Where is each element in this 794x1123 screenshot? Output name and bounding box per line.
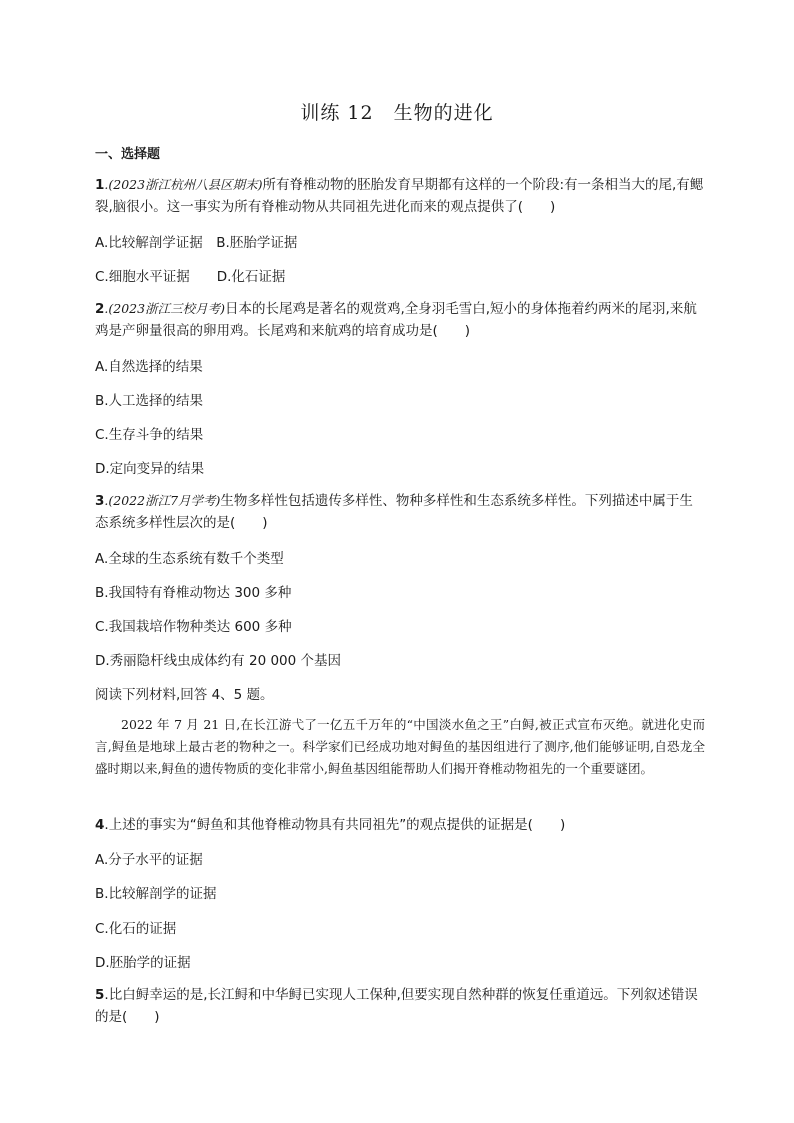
question-2 [95, 298, 705, 342]
question-text: .上述的事实为“鲟鱼和其他脊椎动物具有共同祖先”的观点提供的证据是( ) [104, 817, 566, 833]
question-1 [95, 174, 705, 218]
option-b: B.比较解剖学的证据 [95, 886, 217, 902]
question-number: 5 [95, 987, 105, 1003]
option-row-cd: C.细胞水平证据 D.化石证据 [95, 269, 286, 285]
option-b: B.我国特有脊椎动物达 300 多种 [95, 585, 292, 601]
question-number: 3 [95, 493, 105, 509]
option-b: B.人工选择的结果 [95, 393, 204, 409]
question-5 [95, 984, 705, 1028]
option-row-ab: A.比较解剖学证据 B.胚胎学证据 [95, 235, 298, 251]
question-text: 所有脊椎动物的胚胎发育早期都有这样的一个阶段:有一条相当大的尾,有鳃裂,脑很小。这一事实为所有脊椎动物从共同祖先进化而来的观点提供了( ) [95, 177, 704, 215]
option-d: D.定向变异的结果 [95, 461, 205, 477]
question-text: 日本的长尾鸡是著名的观赏鸡,全身羽毛雪白,短小的身体拖着约两米的尾羽,来航鸡是产卵量很高的卵用鸡。长尾鸡和来航鸡的培育成功是( ) [95, 301, 697, 339]
question-source: .(2023浙江杭州八县区期末) [104, 177, 263, 192]
question-number: 2 [95, 301, 105, 317]
page-title: 训练 12 生物的进化 [300, 102, 494, 124]
section-heading: 一、选择题 [95, 147, 161, 162]
option-a: A.分子水平的证据 [95, 852, 203, 868]
option-c: C.生存斗争的结果 [95, 427, 204, 443]
option-a: A.全球的生态系统有数千个类型 [95, 551, 284, 567]
question-text: .比白鲟幸运的是,长江鲟和中华鲟已实现人工保种,但要实现自然种群的恢复任重道远。下列叙述错误的是( ) [95, 987, 698, 1025]
question-text: 生物多样性包括遗传多样性、物种多样性和生态系统多样性。下列描述中属于生态系统多样性层次的是( ) [95, 493, 693, 531]
question-source: .(2022浙江7月学考) [104, 493, 221, 508]
question-4 [95, 814, 705, 836]
option-a: A.自然选择的结果 [95, 359, 203, 375]
option-d: D.胚胎学的证据 [95, 955, 191, 971]
option-c: C.我国栽培作物种类达 600 多种 [95, 619, 292, 635]
question-source: .(2023浙江三校月考) [104, 301, 225, 316]
reading-passage: 2022 年 7 月 21 日,在长江游弋了一亿五千万年的“中国淡水鱼之王”白鲟,被正式宣布灭绝。就进化史而言,鲟鱼是地球上最古老的物种之一。科学家们已经成功地对鲟鱼的基因组进行了测序,他们能够证明,自恐龙全盛时期以来,鲟鱼的遗传物质的变化非常小,鲟鱼基因组能帮助人们揭开脊椎动物祖先的一个重要谜团。 [95, 717, 705, 776]
question-number: 1 [95, 177, 105, 193]
option-c: C.化石的证据 [95, 921, 177, 937]
question-number: 4 [95, 817, 105, 833]
question-3 [95, 490, 705, 534]
option-d: D.秀丽隐杆线虫成体约有 20 000 个基因 [95, 653, 342, 669]
reading-intro: 阅读下列材料,回答 4、5 题。 [95, 687, 274, 703]
